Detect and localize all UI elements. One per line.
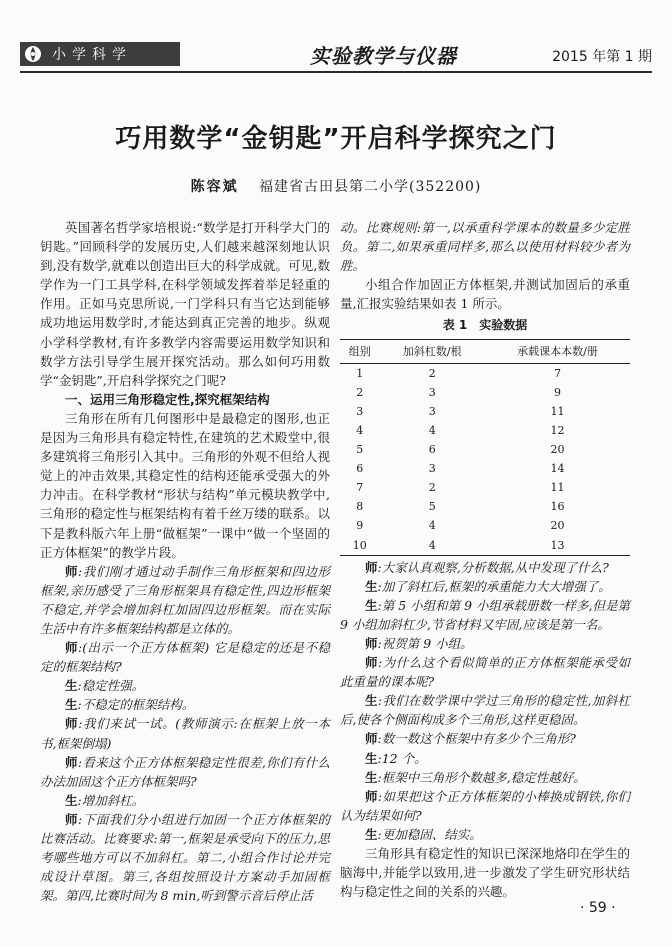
table-row bbox=[340, 478, 630, 497]
dialogue-line bbox=[340, 634, 630, 653]
dialogue-text: :(出示一个正方体框架) 它是稳定的还是不稳定的框架结构? bbox=[40, 640, 330, 675]
dialogue-text: :稳定性强。 bbox=[77, 678, 145, 694]
dialogue-line bbox=[40, 695, 330, 714]
issue-label: 2015 年第 1 期 bbox=[552, 49, 652, 65]
table-cell: 11 bbox=[550, 481, 565, 495]
dialogue-text: :祝贺第 9 小组。 bbox=[377, 635, 473, 651]
table-row bbox=[340, 536, 630, 556]
table-cell: 6 bbox=[356, 462, 364, 476]
table-cell: 1 bbox=[356, 366, 364, 380]
table-cell: 16 bbox=[550, 500, 565, 514]
dialogue-line bbox=[40, 753, 330, 791]
dialogue-text: :数一数这个框架中有多少个三角形? bbox=[377, 731, 576, 747]
dialogue-line bbox=[340, 653, 630, 691]
table-cell: 2 bbox=[428, 481, 436, 495]
speaker-label: 师 bbox=[365, 635, 378, 651]
table-cell: 11 bbox=[550, 404, 565, 418]
table-cell: 13 bbox=[485, 536, 630, 556]
table-row bbox=[340, 497, 630, 516]
table-cell: 3 bbox=[428, 404, 436, 418]
speaker-label: 生 bbox=[65, 697, 78, 713]
dialogue-text: :加了斜杠后,框架的承重能力大大增强了。 bbox=[377, 578, 611, 594]
author-name: 陈容斌 bbox=[190, 179, 239, 195]
speaker-label: 师 bbox=[65, 640, 78, 656]
table-cell: 3 bbox=[356, 404, 364, 418]
speaker-label: 师 bbox=[365, 731, 378, 747]
speaker-label: 生 bbox=[65, 678, 78, 694]
dialogue-text: :我们刚才通过动手制作三角形框架和四边形框架,亲历感受了三角形框架具有稳定性,四边形框架不稳定,并学会增加斜杠加固四边形框架。而在实际生活中有许多框架结构都是立体的。 bbox=[40, 563, 330, 636]
table-cell: 4 bbox=[356, 423, 364, 437]
dialogue-line bbox=[340, 558, 630, 577]
table-cell: 4 bbox=[380, 536, 485, 556]
dialogue-text: :12 个。 bbox=[377, 750, 427, 766]
left-column bbox=[40, 218, 330, 905]
closing-paragraph: 三角形具有稳定性的知识已深深地烙印在学生的脑海中,并能学以致用,进一步激发了学生研究形状结构与稳定性之间的关系的兴趣。 bbox=[340, 846, 630, 900]
table-cell: 9 bbox=[356, 519, 364, 533]
table-cell: 5 bbox=[356, 443, 364, 457]
table-body bbox=[340, 363, 630, 555]
table-cell: 7 bbox=[356, 481, 364, 495]
table-row bbox=[340, 516, 630, 535]
dialogue-text: :大家认真观察,分析数据,从中发现了什么? bbox=[377, 559, 609, 575]
speaker-label: 生 bbox=[365, 578, 378, 594]
experiment-data-table bbox=[340, 339, 630, 556]
journal-name: 实验教学与仪器 bbox=[310, 44, 457, 68]
table-row bbox=[340, 440, 630, 459]
table-header-cell: 组别 bbox=[340, 339, 380, 363]
speaker-label: 师 bbox=[65, 811, 79, 827]
dialogue-line bbox=[40, 791, 330, 810]
speaker-label: 师 bbox=[65, 563, 79, 579]
table-cell: 8 bbox=[356, 500, 364, 514]
dialogue-line bbox=[40, 562, 330, 638]
dialogue-line bbox=[340, 749, 630, 768]
body-paragraph: 三角形在所有几何图形中是最稳定的图形,也正是因为三角形具有稳定特性,在建筑的艺术殿堂中,很多建筑将三角形引入其中。三角形的外观不但给人视觉上的冲击效果,其稳定性的结构还能承受强大的外力冲击。在科学教材“形状与结构”单元模块教学中,三角形的稳定性与框架结构有着千丝万缕的联系。以下是教科版六年上册“做框架”一课中“做一个坚固的正方体框架”的教学片段。 bbox=[40, 410, 330, 560]
table-cell: 2 bbox=[356, 385, 364, 399]
dialogue-text: :更加稳固、结实。 bbox=[377, 826, 482, 842]
table-cell: 20 bbox=[550, 519, 565, 533]
section-badge bbox=[20, 42, 180, 66]
dialogue-text: :如果把这个正方体框架的小棒换成钢铁,你们认为结果如何? bbox=[340, 788, 630, 823]
flower-emblem-icon bbox=[20, 42, 46, 66]
continued-paragraph: 动。比赛规则:第一,以承重科学课本的数量多少定胜负。第二,如果承重同样多,那么以使用材料较少者为胜。 bbox=[340, 220, 630, 274]
table-header-cell: 承载课本本数/册 bbox=[485, 339, 630, 363]
table-cell: 3 bbox=[428, 462, 436, 476]
dialogue-text: :为什么这个看似简单的正方体框架能承受如此重量的课本呢? bbox=[340, 655, 630, 690]
dialogue-line bbox=[40, 638, 330, 676]
table-cell: 10 bbox=[340, 536, 380, 556]
header-divider bbox=[20, 71, 652, 73]
speaker-label: 生 bbox=[65, 792, 78, 808]
speaker-label: 师 bbox=[365, 559, 378, 575]
dialogue-line bbox=[340, 577, 630, 596]
table-header-cell: 加斜杠数/根 bbox=[380, 339, 485, 363]
dialogue-text: :下面我们分小组进行加固一个正方体框架的比赛活动。比赛要求:第一,框架是承受向下的压力,思考哪些地方可以不加斜杠。第二,小组合作讨论并完成设计草图。第三,各组按照设计方案动手加固框架。第四,比赛时间为 8 min,听到警示音后停止活 bbox=[40, 811, 330, 904]
dialogue-line bbox=[340, 596, 630, 634]
article-title: 巧用数学“金钥匙”开启科学探究之门 bbox=[115, 124, 557, 154]
speaker-label: 师 bbox=[65, 754, 78, 770]
speaker-label: 生 bbox=[365, 597, 378, 613]
author-affiliation: 福建省古田县第二小学(352200) bbox=[259, 179, 482, 195]
table-cell: 5 bbox=[428, 500, 436, 514]
table-cell: 20 bbox=[550, 443, 565, 457]
table-header-row bbox=[340, 339, 630, 363]
section-heading: 一、运用三角形稳定性,探究框架结构 bbox=[65, 391, 270, 407]
table-row bbox=[340, 459, 630, 478]
speaker-label: 生 bbox=[365, 826, 378, 842]
table-row bbox=[340, 363, 630, 383]
intro-paragraph: 英国著名哲学家培根说:“数学是打开科学大门的钥匙。”回顾科学的发展历史,人们越来越深刻地认识到,没有数学,就难以创造出巨大的科学成就。可见,数学作为一门工具学科,在科学领域发挥着举足轻重的作用。正如马克思所说,一门学科只有当它达到能够成功地运用数学时,才能达到真正完善的地步。纵观小学科学教材,有许多教学内容需要运用数学知识和数学方法引导学生展开探究活动。那么如何巧用数学“金钥匙”,开启科学探究之门呢? bbox=[40, 220, 330, 388]
speaker-label: 生 bbox=[365, 693, 378, 709]
table-caption: 表 1 实验数据 bbox=[442, 318, 528, 333]
dialogue-text: :增加斜杠。 bbox=[77, 792, 145, 808]
table-cell: 4 bbox=[428, 519, 436, 533]
speaker-label: 师 bbox=[365, 655, 379, 671]
dialogue-line bbox=[340, 825, 630, 844]
page-number: · 59 · bbox=[580, 900, 616, 916]
dialogue-text: :我们在数学课中学过三角形的稳定性,加斜杠后,使各个侧面构成多个三角形,这样更稳固。 bbox=[340, 693, 630, 728]
dialogue-line bbox=[40, 810, 330, 905]
speaker-label: 生 bbox=[365, 769, 378, 785]
table-row bbox=[340, 402, 630, 421]
dialogue-line bbox=[40, 676, 330, 695]
dialogue-line bbox=[340, 768, 630, 787]
byline bbox=[0, 176, 672, 196]
dialogue-text: :我们来试一试。(教师演示:在框架上放一本书,框架倒塌) bbox=[40, 716, 330, 751]
table-cell: 2 bbox=[428, 366, 436, 380]
dialogue-text: :第 5 小组和第 9 小组承载册数一样多,但是第 9 小组加斜杠少,节省材料又牢固,应该是第一名。 bbox=[340, 597, 631, 632]
running-header bbox=[20, 40, 652, 70]
table-cell: 4 bbox=[428, 423, 436, 437]
dialogue-line bbox=[40, 714, 330, 752]
right-column bbox=[340, 218, 630, 901]
table-cell: 6 bbox=[428, 443, 436, 457]
table-row bbox=[340, 421, 630, 440]
table-cell: 14 bbox=[550, 462, 565, 476]
dialogue-block bbox=[40, 562, 330, 906]
section-label: 小学科学 bbox=[52, 47, 132, 63]
dialogue-line bbox=[340, 787, 630, 825]
body-paragraph: 小组合作加固正方体框架,并测试加固后的承重量,汇报实验结果如表 1 所示。 bbox=[340, 277, 630, 312]
table-cell: 9 bbox=[553, 385, 561, 399]
dialogue-text: :框架中三角形个数越多,稳定性越好。 bbox=[377, 769, 586, 785]
dialogue-line bbox=[340, 691, 630, 729]
table-cell: 7 bbox=[553, 366, 561, 380]
speaker-label: 师 bbox=[365, 788, 378, 804]
speaker-label: 生 bbox=[365, 750, 378, 766]
table-cell: 3 bbox=[428, 385, 436, 399]
table-cell: 12 bbox=[550, 423, 565, 437]
dialogue-line bbox=[340, 729, 630, 748]
table-row bbox=[340, 383, 630, 402]
speaker-label: 师 bbox=[65, 716, 79, 732]
dialogue-block bbox=[340, 558, 630, 844]
dialogue-text: :看来这个正方体框架稳定性很差,你们有什么办法加固这个正方体框架吗? bbox=[40, 754, 330, 789]
dialogue-text: :不稳定的框架结构。 bbox=[77, 697, 195, 713]
